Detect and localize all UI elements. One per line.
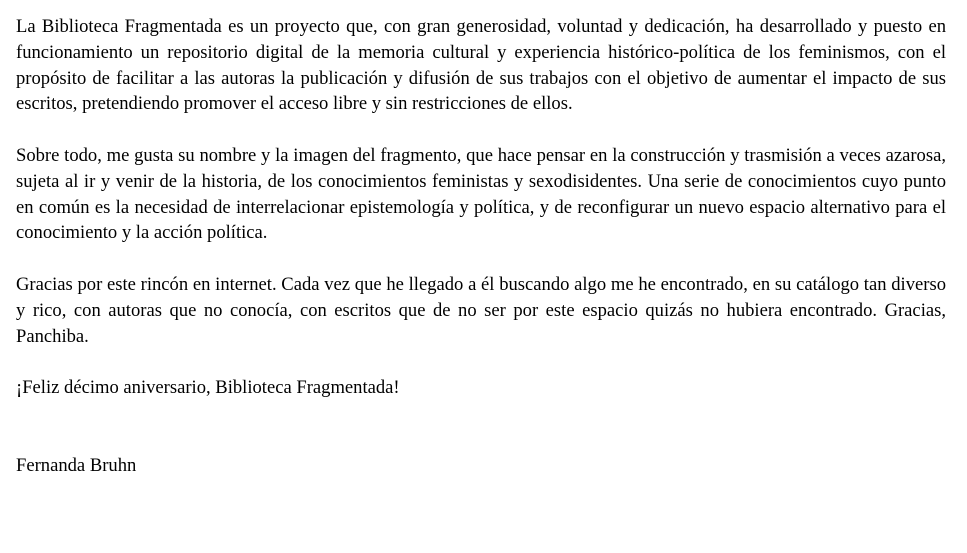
paragraph-project-description: La Biblioteca Fragmentada es un proyecto que, con gran generosidad, voluntad y dedicación, ha desarrollado y puesto en funcionamiento un repositorio digital de la memoria cultural y experiencia histórico-política de los feminismos, con el propósito de facilitar a las autoras la publicación y difusión de sus trabajos con el objetivo de aumentar el impacto de sus escritos, pretendiendo promover el acceso libre y sin restricciones de ellos. [16, 16, 946, 115]
letter-body [16, 14, 946, 478]
anniversary-greeting: ¡Feliz décimo aniversario, Biblioteca Fragmentada! [16, 377, 400, 399]
author-signature: Fernanda Bruhn [16, 454, 137, 476]
paragraph-gratitude: Gracias por este rincón en internet. Cada vez que he llegado a él buscando algo me he encontrado, en su catálogo tan diverso y rico, con autoras que no conocía, con escritos que de no ser por este espacio quizás no hubiera encontrado. Gracias, Panchiba. [16, 273, 946, 347]
paragraph-name-reflection: Sobre todo, me gusta su nombre y la imagen del fragmento, que hace pensar en la construcción y trasmisión a veces azarosa, sujeta al ir y venir de la historia, de los conocimientos feministas y sexodisidentes. Una serie de conocimientos cuyo punto en común es la necesidad de interrelacionar epistemología y política, y de reconfigurar un nuevo espacio alternativo para el conocimiento y la acción política. [16, 144, 946, 244]
